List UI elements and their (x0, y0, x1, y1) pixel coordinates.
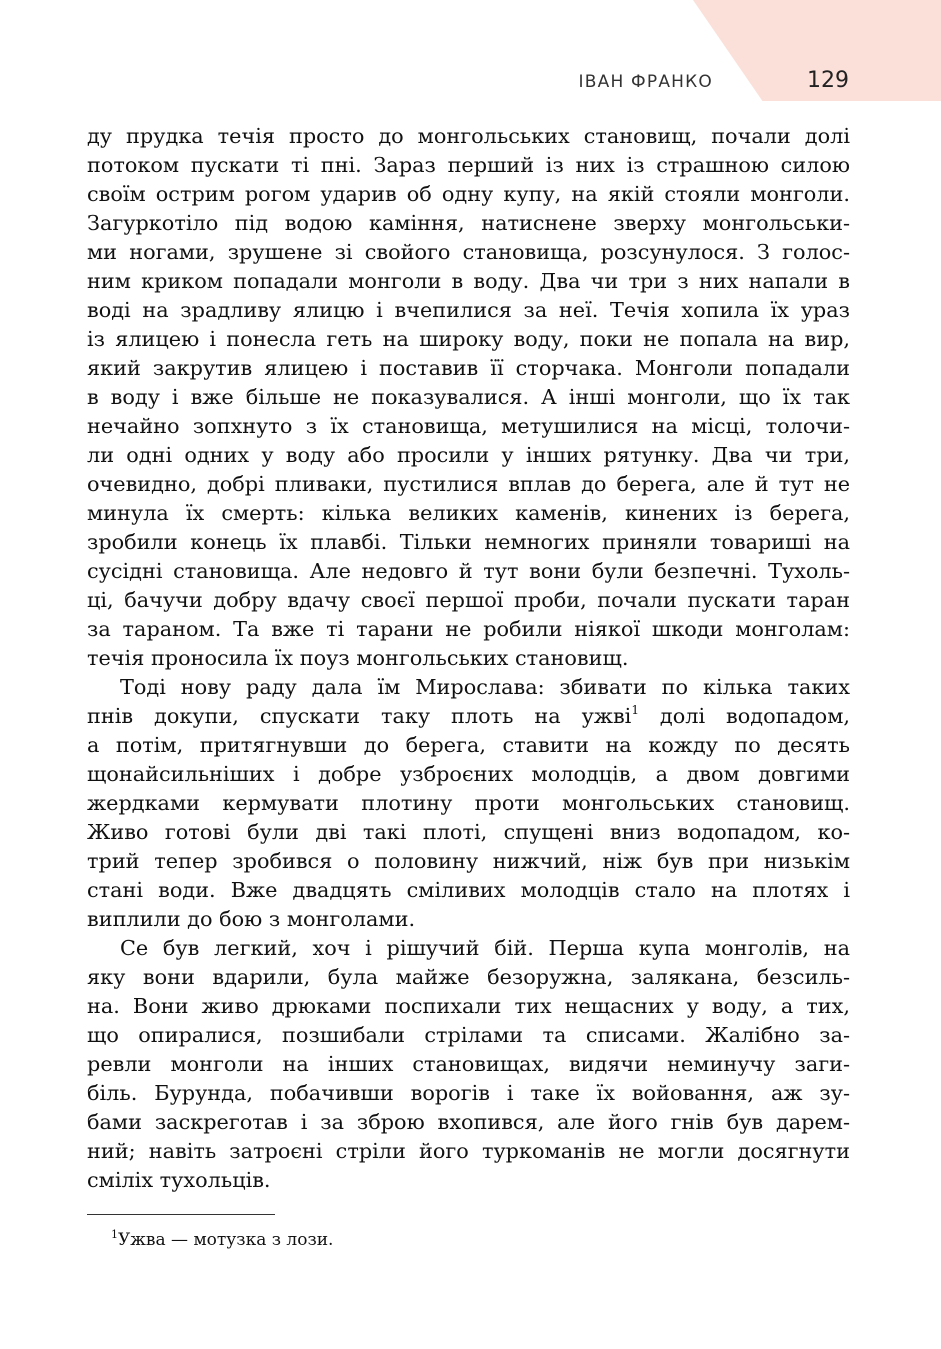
paragraph-1 (87, 122, 850, 673)
text-line: ний; навіть затроєні стріли його туркоманів не могли досягнути (87, 1139, 850, 1163)
text-line: виплили до бою з монголами. (87, 907, 416, 931)
text-line: Тоді нову раду дала їм Мирослава: збивати по кілька таких (120, 675, 850, 699)
text-line: що опиралися, позшибали стрілами та списами. Жалібно за- (87, 1023, 850, 1047)
text-line: ли одні одних у воду або просили у інших рятунку. Два чи три, (87, 443, 850, 467)
text-fragment: долі водопадом, (638, 704, 850, 728)
text-line: стані води. Вже двадцять сміливих молодців стало на плотях і (87, 878, 850, 902)
text-line: своїм острим рогом ударив об одну купу, на якій стояли монголи. (87, 182, 850, 206)
text-line: в воду і вже більше не показувалися. А інші монголи, що їх так (87, 385, 850, 409)
text-line: ці, бачучи добру вдачу своєї першої проби, почали пускати таран (87, 588, 850, 612)
footnote (111, 1228, 333, 1250)
text-line: Живо готові були дві такі плоті, спущені вниз водопадом, ко- (87, 820, 850, 844)
text-line: нечайно зопхнуто з їх становища, метушилися на місці, толочи- (87, 414, 850, 438)
footnote-rule (87, 1214, 275, 1215)
text-line: воді на зрадливу ялицю і вчепилися за неї. Течія хопила їх ураз (87, 298, 850, 322)
page-number: 129 (807, 68, 849, 93)
text-line: зробили конець їх плавбі. Тільки немногих приняли товариші на (87, 530, 850, 554)
text-line: із ялицею і понесла геть на широку воду, поки не попала на вир, (87, 327, 850, 351)
body-text (87, 122, 850, 1195)
text-line: ним криком попадали монголи в воду. Два чи три з них напали в (87, 269, 850, 293)
paragraph-3 (87, 934, 850, 1195)
text-line: ду прудка течія просто до монгольських становищ, почали долі (87, 124, 850, 148)
text-line: Се був легкий, хоч і рішучий бій. Перша купа монголів, на (120, 936, 850, 960)
text-line: минула їх смерть: кілька великих каменів, кинених із берега, (87, 501, 850, 525)
text-line: біль. Бурунда, побачивши ворогів і таке їх войовання, аж зу- (87, 1081, 850, 1105)
paragraph-2-rest (87, 731, 850, 934)
text-line (87, 702, 850, 731)
text-line: ми ногами, зрушене зі свойого становища, розсунулося. З голос- (87, 240, 850, 264)
text-line: бами заскреготав і за зброю вхопився, але його гнів був дарем- (87, 1110, 850, 1134)
footnote-reference[interactable]: 1 (631, 703, 639, 717)
text-line: який закрутив ялицею і поставив її сторчака. Монголи попадали (87, 356, 850, 380)
text-line: очевидно, добрі пливаки, пустилися вплав до берега, але й тут не (87, 472, 850, 496)
paragraph-2 (87, 673, 850, 934)
running-head: ІВАН ФРАНКО (578, 72, 713, 92)
text-line: течія проносила їх поуз монгольських становищ. (87, 646, 629, 670)
text-line: Загуркотіло під водою каміння, натиснене зверху монгольськи- (87, 211, 850, 235)
text-line: потоком пускати ті пні. Зараз перший із них із страшною силою (87, 153, 850, 177)
text-line: щонайсильніших і добре узброєних молодців, а двом довгими (87, 762, 850, 786)
text-line: ревли монголи на інших становищах, видячи неминучу заги- (87, 1052, 850, 1076)
footnote-number: 1 (111, 1228, 118, 1241)
text-line: а потім, притягнувши до берега, ставити на кожду по десять (87, 733, 850, 757)
text-line: на. Вони живо дрюками поспихали тих нещасних у воду, а тих, (87, 994, 850, 1018)
text-fragment: пнів докупи, спускати таку плоть на ужві (87, 704, 632, 728)
text-line: за тараном. Та вже ті тарани не робили ніякої шкоди монголам: (87, 617, 850, 641)
text-line: трий тепер зробився о половину нижчий, ніж був при низькім (87, 849, 850, 873)
text-line: жердками кермувати плотину проти монгольських становищ. (87, 791, 850, 815)
text-line: сміліх тухольців. (87, 1168, 271, 1192)
text-line: яку вони вдарили, була майже безоружна, залякана, безсиль- (87, 965, 850, 989)
text-line: сусідні становища. Але недовго й тут вони були безпечні. Тухоль- (87, 559, 850, 583)
footnote-text: Ужва — мотузка з лози. (118, 1230, 334, 1250)
